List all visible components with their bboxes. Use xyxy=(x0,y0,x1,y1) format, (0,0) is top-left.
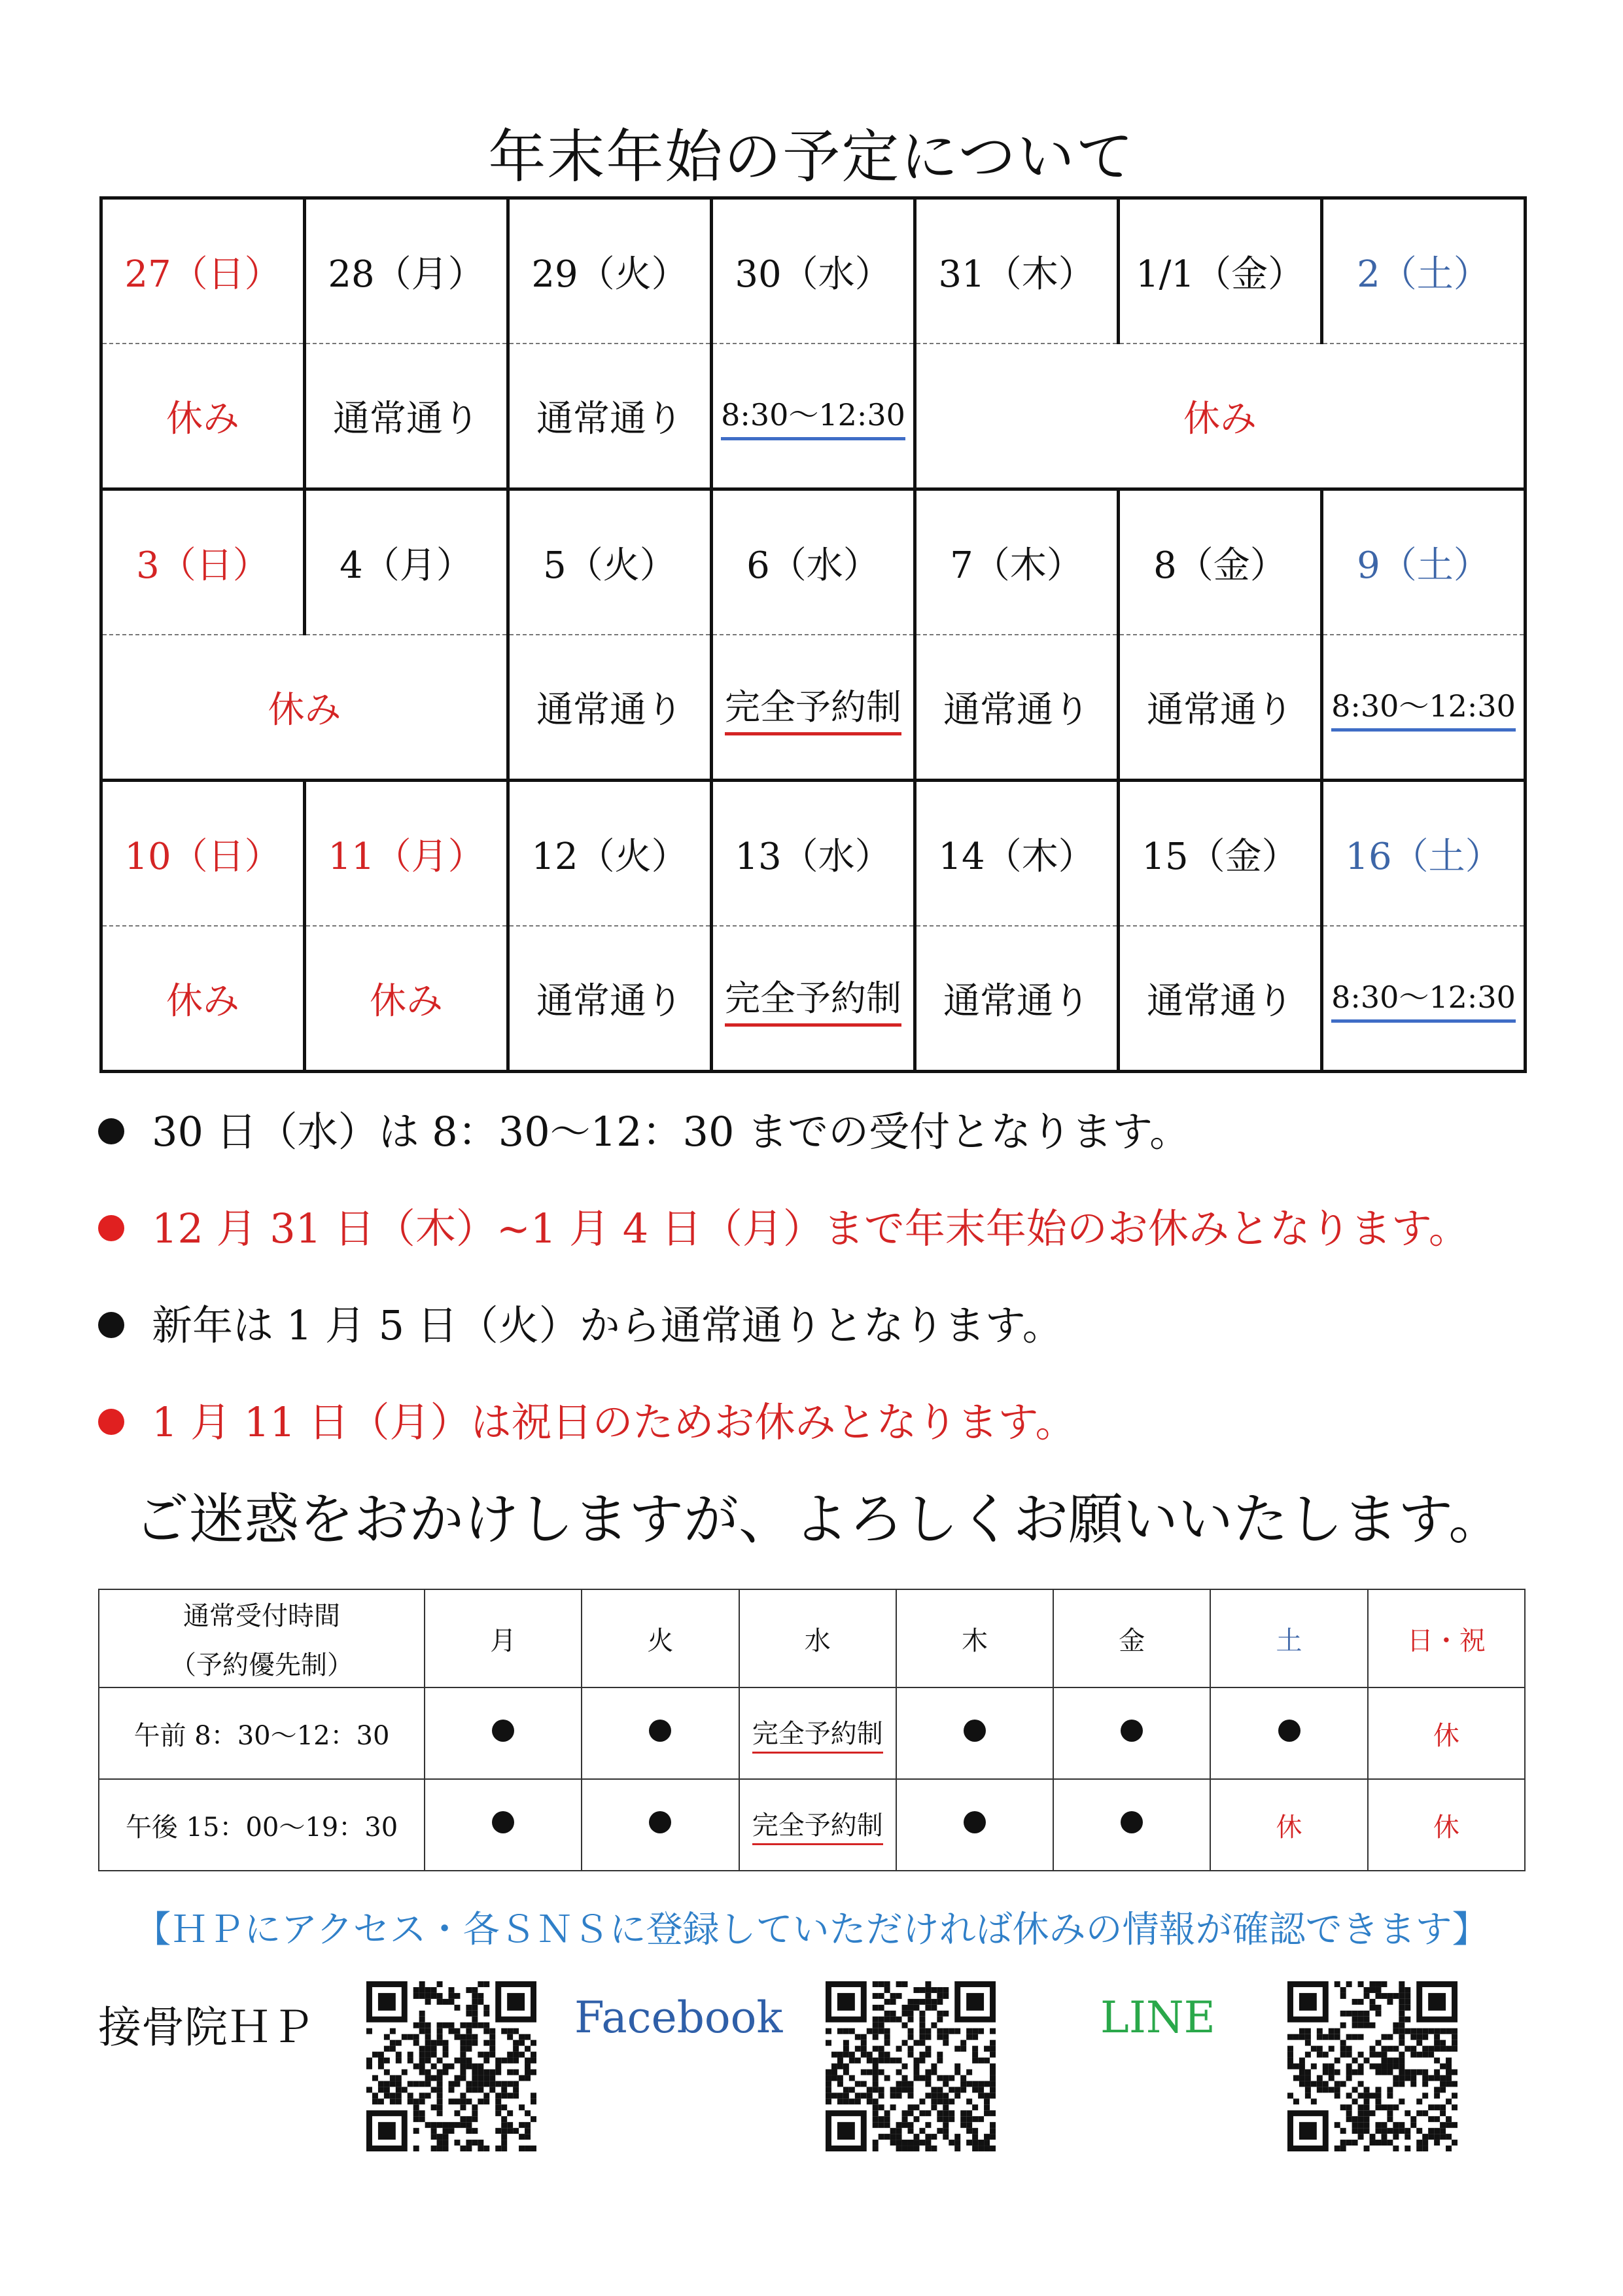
pm-hours-label: 午後 15：00〜19：30 xyxy=(99,1779,425,1871)
note-2 xyxy=(98,1196,1469,1254)
closing-message: ご迷惑をおかけしますが、よろしくお願いいたします。 xyxy=(134,1487,1504,1551)
closed-cell: 休 xyxy=(1368,1687,1525,1779)
open-dot-icon xyxy=(1121,1811,1143,1833)
day-header: 日・祝 xyxy=(1368,1589,1525,1687)
calendar-week-2-dates xyxy=(101,489,1526,635)
calendar-status: 通常通り xyxy=(915,926,1119,1072)
calendar-status: 通常通り xyxy=(508,635,712,781)
day-header: 金 xyxy=(1053,1589,1210,1687)
facebook-label: Facebook xyxy=(574,1992,783,2043)
page-title: 年末年始の予定について xyxy=(488,123,1135,190)
calendar-date: 6（水） xyxy=(712,489,915,635)
day-header: 土 xyxy=(1210,1589,1367,1687)
calendar-date: 2（土） xyxy=(1322,198,1526,344)
reservation-only: 完全予約制 xyxy=(725,970,901,1027)
calendar-status xyxy=(1322,635,1526,781)
open-dot-icon xyxy=(492,1811,514,1833)
bullet-icon xyxy=(98,1118,124,1144)
open-cell xyxy=(582,1687,739,1779)
reservation-only: 完全予約制 xyxy=(752,1805,883,1845)
office-hours-table xyxy=(98,1589,1526,1871)
line-qr-code-icon[interactable] xyxy=(1287,1981,1457,2151)
calendar-status xyxy=(712,344,915,489)
calendar-date: 3（日） xyxy=(101,489,305,635)
hours-header-line2: （予約優先制） xyxy=(170,1650,353,1680)
hours-header-line1: 通常受付時間 xyxy=(183,1601,340,1631)
calendar-status: 休み xyxy=(101,926,305,1072)
short-hours: 8:30〜12:30 xyxy=(721,391,905,440)
bullet-icon xyxy=(98,1409,124,1435)
calendar-status: 通常通り xyxy=(305,344,508,489)
calendar-date: 8（金） xyxy=(1119,489,1322,635)
calendar-status: 休み xyxy=(101,635,508,781)
calendar-status xyxy=(1322,926,1526,1072)
short-hours: 8:30〜12:30 xyxy=(1331,974,1516,1023)
clinic-hp-label: 接骨院ＨＰ xyxy=(98,2002,314,2053)
day-header: 月 xyxy=(425,1589,582,1687)
calendar-date: 14（木） xyxy=(915,781,1119,927)
open-cell xyxy=(582,1779,739,1871)
open-dot-icon xyxy=(492,1720,514,1742)
calendar-week-3-dates xyxy=(101,781,1526,927)
calendar-date: 31（木） xyxy=(915,198,1119,344)
open-cell xyxy=(896,1687,1053,1779)
open-cell xyxy=(1210,1687,1367,1779)
closed-cell: 休 xyxy=(1210,1779,1367,1871)
open-dot-icon xyxy=(1121,1720,1143,1742)
open-cell xyxy=(425,1779,582,1871)
reservation-only: 完全予約制 xyxy=(752,1713,883,1754)
note-text: 12 月 31 日（木）~1 月 4 日（月）まで年末年始のお休みとなります。 xyxy=(152,1205,1469,1252)
calendar-week-1-status xyxy=(101,344,1526,489)
open-dot-icon xyxy=(649,1720,671,1742)
holiday-calendar xyxy=(99,196,1527,1073)
calendar-date: 12（火） xyxy=(508,781,712,927)
calendar-date: 5（火） xyxy=(508,489,712,635)
calendar-status: 通常通り xyxy=(1119,635,1322,781)
day-header: 水 xyxy=(739,1589,896,1687)
open-cell xyxy=(896,1779,1053,1871)
closed-cell: 休 xyxy=(1368,1779,1525,1871)
calendar-date: 1/1（金） xyxy=(1119,198,1322,344)
line-label: LINE xyxy=(1100,1992,1215,2043)
calendar-date: 30（水） xyxy=(712,198,915,344)
calendar-date: 27（日） xyxy=(101,198,305,344)
hours-am-row xyxy=(99,1687,1525,1779)
note-3 xyxy=(98,1293,1063,1351)
day-header: 木 xyxy=(896,1589,1053,1687)
reservation-cell xyxy=(739,1687,896,1779)
calendar-status xyxy=(712,635,915,781)
calendar-status: 休み xyxy=(305,926,508,1072)
hours-pm-row xyxy=(99,1779,1525,1871)
day-header: 火 xyxy=(582,1589,739,1687)
calendar-date: 4（月） xyxy=(305,489,508,635)
bullet-icon xyxy=(98,1215,124,1241)
open-dot-icon xyxy=(964,1720,986,1742)
calendar-date: 9（土） xyxy=(1322,489,1526,635)
bullet-icon xyxy=(98,1312,124,1338)
short-hours: 8:30〜12:30 xyxy=(1331,682,1516,732)
calendar-status: 通常通り xyxy=(508,344,712,489)
calendar-status: 休み xyxy=(915,344,1526,489)
note-1 xyxy=(98,1099,1190,1157)
open-dot-icon xyxy=(964,1811,986,1833)
note-text: 1 月 11 日（月）は祝日のためお休みとなります。 xyxy=(152,1398,1076,1446)
calendar-date: 11（月） xyxy=(305,781,508,927)
hours-header-row xyxy=(99,1589,1525,1687)
calendar-date: 13（水） xyxy=(712,781,915,927)
calendar-status: 休み xyxy=(101,344,305,489)
open-dot-icon xyxy=(1278,1720,1300,1742)
note-text: 新年は 1 月 5 日（火）から通常通りとなります。 xyxy=(152,1301,1063,1349)
calendar-date: 15（金） xyxy=(1119,781,1322,927)
calendar-date: 16（土） xyxy=(1322,781,1526,927)
open-dot-icon xyxy=(649,1811,671,1833)
calendar-status: 通常通り xyxy=(1119,926,1322,1072)
reservation-only: 完全予約制 xyxy=(725,679,901,735)
calendar-status: 通常通り xyxy=(508,926,712,1072)
calendar-date: 28（月） xyxy=(305,198,508,344)
note-text: 30 日（水）は 8：30〜12：30 までの受付となります。 xyxy=(152,1108,1191,1156)
reservation-cell xyxy=(739,1779,896,1871)
calendar-status: 通常通り xyxy=(915,635,1119,781)
calendar-week-3-status xyxy=(101,926,1526,1072)
calendar-week-1-dates xyxy=(101,198,1526,344)
calendar-date: 10（日） xyxy=(101,781,305,927)
calendar-date: 7（木） xyxy=(915,489,1119,635)
note-4 xyxy=(98,1390,1076,1448)
open-cell xyxy=(1053,1779,1210,1871)
open-cell xyxy=(425,1687,582,1779)
calendar-status xyxy=(712,926,915,1072)
open-cell xyxy=(1053,1687,1210,1779)
sns-info-text: 【ＨＰにアクセス・各ＳＮＳに登録していただければ休みの情報が確認できます】 xyxy=(134,1909,1489,1951)
calendar-week-2-status xyxy=(101,635,1526,781)
hp-qr-code-icon[interactable] xyxy=(366,1981,536,2151)
facebook-qr-code-icon[interactable] xyxy=(826,1981,996,2151)
am-hours-label: 午前 8：30〜12：30 xyxy=(99,1687,425,1779)
hours-header-label xyxy=(99,1589,425,1687)
calendar-date: 29（火） xyxy=(508,198,712,344)
